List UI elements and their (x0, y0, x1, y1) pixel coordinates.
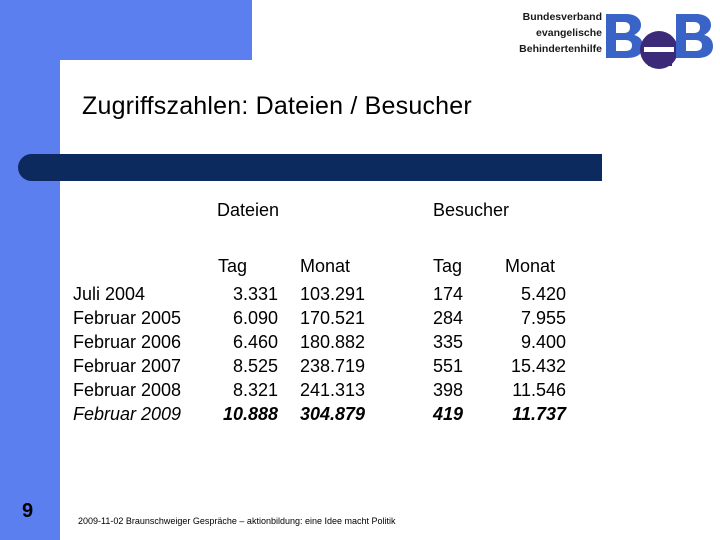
cell-dateien-tag: 10.888 (222, 404, 278, 424)
cell-besucher-monat: 11.546 (512, 380, 566, 400)
cell-besucher-tag: 284 (433, 308, 464, 328)
dateien-monat-column (300, 282, 365, 426)
cell-besucher-tag: 335 (433, 332, 464, 352)
row-label: Februar 2007 (73, 356, 182, 376)
cell-dateien-tag: 6.460 (232, 332, 278, 352)
cell-dateien-tag: 8.525 (232, 356, 278, 376)
subheader-besucher-monat: Monat (505, 256, 556, 276)
logo-line-3: Behindertenhilfe (519, 43, 602, 55)
cell-dateien-tag: 8.321 (232, 380, 278, 400)
subheader-dateien-tag: Tag (218, 256, 248, 276)
cell-besucher-monat: 9.400 (520, 332, 566, 352)
row-label: Juli 2004 (73, 284, 146, 304)
logo-line-1: Bundesverband (522, 11, 602, 23)
row-label: Februar 2005 (73, 308, 182, 328)
cell-besucher-monat: 7.955 (520, 308, 566, 328)
subheader-dateien-monat: Monat (300, 256, 351, 276)
subheader-besucher-tag: Tag (433, 256, 463, 276)
cell-besucher-tag: 551 (433, 356, 464, 376)
slide-title: Zugriffszahlen: Dateien / Besucher (82, 92, 472, 120)
cell-dateien-monat: 304.879 (300, 404, 366, 424)
title-divider-bar (18, 154, 602, 181)
cell-besucher-tag: 419 (433, 404, 464, 424)
row-labels-column (73, 282, 181, 426)
cell-besucher-tag: 174 (433, 284, 464, 304)
left-accent-bar (0, 0, 60, 540)
logo-line-2: evangelische (536, 27, 602, 39)
cell-dateien-monat: 238.719 (300, 356, 366, 376)
row-label: Februar 2006 (73, 332, 182, 352)
cell-besucher-monat: 11.737 (512, 404, 566, 424)
cell-dateien-tag: 6.090 (232, 308, 278, 328)
cell-dateien-monat: 180.882 (300, 332, 366, 352)
cell-besucher-monat: 5.420 (520, 284, 566, 304)
row-label: Februar 2008 (73, 380, 182, 400)
header-besucher: Besucher (433, 200, 510, 220)
header-dateien: Dateien (217, 200, 280, 220)
cell-dateien-monat: 103.291 (300, 284, 366, 304)
footer-text: 2009-11-02 Braunschweiger Gespräche – aktionbildung: eine Idee macht Politik (78, 516, 396, 526)
besucher-tag-column (433, 282, 463, 426)
cell-dateien-monat: 241.313 (300, 380, 366, 400)
besucher-monat-column (500, 282, 566, 426)
cell-dateien-monat: 170.521 (300, 308, 366, 328)
beb-logo-icon (604, 8, 716, 72)
page-number: 9 (22, 500, 34, 522)
cell-dateien-tag: 3.331 (232, 284, 278, 304)
cell-besucher-tag: 398 (433, 380, 464, 400)
dateien-tag-column (214, 282, 278, 426)
logo-organization-name (519, 9, 602, 57)
cell-besucher-monat: 15.432 (510, 356, 566, 376)
row-label: Februar 2009 (73, 404, 182, 424)
